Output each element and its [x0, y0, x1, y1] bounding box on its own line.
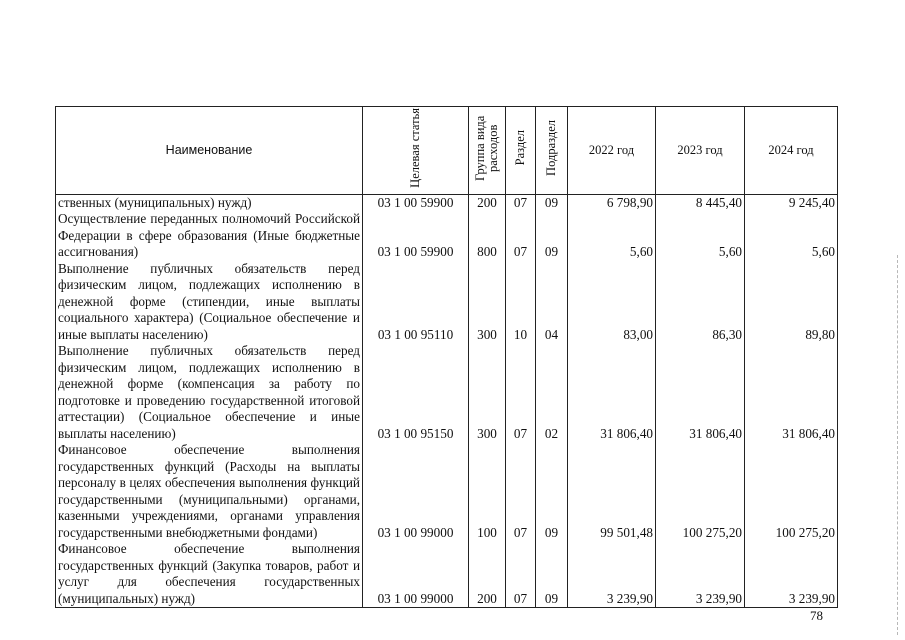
- row-value-2022: 6 798,90: [568, 194, 656, 211]
- row-article: 03 1 00 95150: [363, 343, 469, 442]
- row-value-2022: 83,00: [568, 261, 656, 344]
- row-name: Финансовое обеспечение выполнения государственных функций (Расходы на выплаты персоналу в целях обеспечения выполнения функций государственными (муниципальными) органами, казенными учреждениями, органами управления государственными внебюджетными фондами): [56, 442, 363, 541]
- row-section: 10: [506, 261, 536, 344]
- row-value-2023: 8 445,40: [656, 194, 745, 211]
- row-group: 100: [469, 442, 506, 541]
- row-value-2024: 3 239,90: [745, 541, 838, 608]
- header-2024: 2024 год: [745, 107, 838, 195]
- table-row: [56, 194, 838, 211]
- table-row: [56, 442, 838, 541]
- row-value-2022: 99 501,48: [568, 442, 656, 541]
- row-article: 03 1 00 99000: [363, 541, 469, 608]
- row-value-2023: 100 275,20: [656, 442, 745, 541]
- budget-table: [55, 106, 838, 608]
- row-name: Выполнение публичных обязательств перед физическим лицом, подлежащих исполнению в денежной форме (компенсация за работу по подготовке и проведению государственной итоговой аттестации) (Социальное обеспечение и иные выплаты населению): [56, 343, 363, 442]
- header-2023: 2023 год: [656, 107, 745, 195]
- row-section: 07: [506, 541, 536, 608]
- table-row: [56, 261, 838, 344]
- row-value-2023: 3 239,90: [656, 541, 745, 608]
- row-subsection: 09: [536, 541, 568, 608]
- row-article: 03 1 00 59900: [363, 194, 469, 211]
- row-group: 300: [469, 343, 506, 442]
- row-section: 07: [506, 194, 536, 211]
- row-subsection: 04: [536, 261, 568, 344]
- row-article: 03 1 00 99000: [363, 442, 469, 541]
- row-subsection: 09: [536, 442, 568, 541]
- row-group: 800: [469, 211, 506, 261]
- table-row: [56, 211, 838, 261]
- row-name: Финансовое обеспечение выполнения государственных функций (Закупка товаров, работ и услуг для обеспечения государственных (муниципальных) нужд): [56, 541, 363, 608]
- row-value-2024: 5,60: [745, 211, 838, 261]
- row-subsection: 02: [536, 343, 568, 442]
- row-name: Осуществление переданных полномочий Российской Федерации в сфере образования (Иные бюджетные ассигнования): [56, 211, 363, 261]
- row-subsection: 09: [536, 211, 568, 261]
- header-2022: 2022 год: [568, 107, 656, 195]
- header-row: [56, 107, 838, 195]
- scan-page-edge: [897, 255, 899, 635]
- row-value-2024: 100 275,20: [745, 442, 838, 541]
- table-row: [56, 343, 838, 442]
- row-group: 200: [469, 194, 506, 211]
- table-row: [56, 541, 838, 608]
- row-value-2024: 89,80: [745, 261, 838, 344]
- row-value-2024: 31 806,40: [745, 343, 838, 442]
- row-subsection: 09: [536, 194, 568, 211]
- row-value-2022: 3 239,90: [568, 541, 656, 608]
- header-target-article: Целевая статья: [363, 107, 469, 195]
- page-number: 78: [810, 608, 823, 623]
- header-subsection: Подраздел: [536, 107, 568, 195]
- row-section: 07: [506, 343, 536, 442]
- row-section: 07: [506, 442, 536, 541]
- row-article: 03 1 00 59900: [363, 211, 469, 261]
- row-section: 07: [506, 211, 536, 261]
- row-value-2024: 9 245,40: [745, 194, 838, 211]
- row-value-2022: 5,60: [568, 211, 656, 261]
- row-article: 03 1 00 95110: [363, 261, 469, 344]
- header-expense-group: Группа вида расходов: [469, 107, 506, 195]
- row-value-2022: 31 806,40: [568, 343, 656, 442]
- header-name: Наименование: [56, 107, 363, 195]
- header-section: Раздел: [506, 107, 536, 195]
- row-value-2023: 5,60: [656, 211, 745, 261]
- row-value-2023: 86,30: [656, 261, 745, 344]
- row-group: 200: [469, 541, 506, 608]
- row-group: 300: [469, 261, 506, 344]
- row-name: Выполнение публичных обязательств перед физическим лицом, подлежащих исполнению в денежной форме (стипендии, иные выплаты социального характера) (Социальное обеспечение и иные выплаты населению): [56, 261, 363, 344]
- row-name: ственных (муниципальных) нужд): [56, 194, 363, 211]
- row-value-2023: 31 806,40: [656, 343, 745, 442]
